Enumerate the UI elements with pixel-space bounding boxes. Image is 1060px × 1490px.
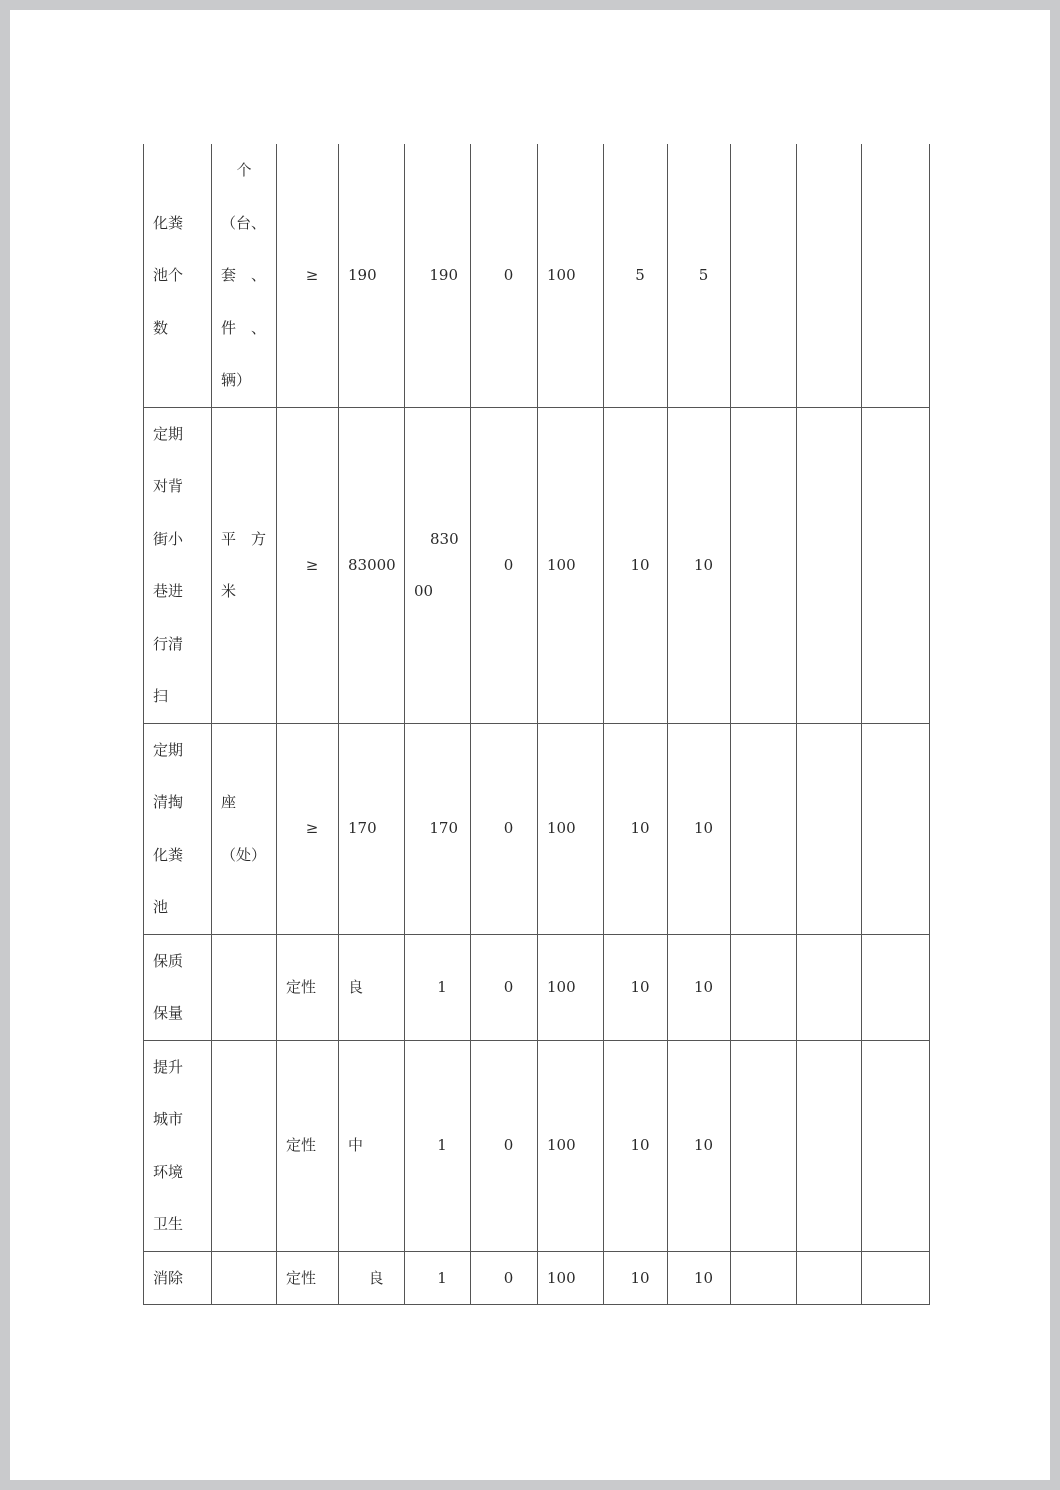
operator-cell: ≥ <box>277 144 339 407</box>
target-cell: 良 <box>339 1251 405 1305</box>
indicator-cell: 化粪 池个 数 <box>144 144 212 407</box>
empty-cell <box>731 1251 797 1305</box>
indicator-cell: 定期 对背 街小 巷进 行清 扫 <box>144 407 212 723</box>
rate-cell: 100 <box>538 1251 604 1305</box>
empty-cell <box>797 144 862 407</box>
target-cell: 83000 <box>339 407 405 723</box>
weight-cell: 10 <box>604 1040 668 1251</box>
document-page <box>10 10 1050 1480</box>
empty-cell <box>862 934 930 1040</box>
actual-cell: 170 <box>405 723 471 934</box>
empty-cell <box>862 407 930 723</box>
empty-cell <box>862 1040 930 1251</box>
unit-cell <box>212 1251 277 1305</box>
actual-cell: 1 <box>405 1040 471 1251</box>
unit-cell: 个 （台、 套 、 件 、 辆） <box>212 144 277 407</box>
rate-cell: 100 <box>538 1040 604 1251</box>
unit-cell <box>212 934 277 1040</box>
empty-cell <box>731 144 797 407</box>
deviation-cell: 0 <box>471 144 538 407</box>
empty-cell <box>797 934 862 1040</box>
score-cell: 5 <box>668 144 731 407</box>
actual-cell: 1 <box>405 934 471 1040</box>
deviation-cell: 0 <box>471 934 538 1040</box>
empty-cell <box>797 1040 862 1251</box>
weight-cell: 10 <box>604 1251 668 1305</box>
operator-cell: 定性 <box>277 1251 339 1305</box>
indicator-cell: 定期 清掏 化粪 池 <box>144 723 212 934</box>
operator-cell: 定性 <box>277 1040 339 1251</box>
operator-cell: ≥ <box>277 723 339 934</box>
weight-cell: 10 <box>604 934 668 1040</box>
table-row <box>144 934 930 1040</box>
empty-cell <box>862 1251 930 1305</box>
empty-cell <box>797 407 862 723</box>
rate-cell: 100 <box>538 144 604 407</box>
indicator-cell: 保质 保量 <box>144 934 212 1040</box>
empty-cell <box>862 144 930 407</box>
unit-cell: 座 （处） <box>212 723 277 934</box>
score-cell: 10 <box>668 1040 731 1251</box>
target-cell: 170 <box>339 723 405 934</box>
score-cell: 10 <box>668 934 731 1040</box>
deviation-cell: 0 <box>471 1251 538 1305</box>
table-row <box>144 1040 930 1251</box>
weight-cell: 5 <box>604 144 668 407</box>
table-row <box>144 723 930 934</box>
unit-cell <box>212 1040 277 1251</box>
unit-cell: 平 方 米 <box>212 407 277 723</box>
table-row <box>144 407 930 723</box>
weight-cell: 10 <box>604 723 668 934</box>
empty-cell <box>731 1040 797 1251</box>
indicator-cell: 消除 <box>144 1251 212 1305</box>
actual-cell: 1 <box>405 1251 471 1305</box>
actual-cell: 190 <box>405 144 471 407</box>
operator-cell: 定性 <box>277 934 339 1040</box>
operator-cell: ≥ <box>277 407 339 723</box>
actual-cell: 830 00 <box>405 407 471 723</box>
rate-cell: 100 <box>538 934 604 1040</box>
target-cell: 良 <box>339 934 405 1040</box>
score-cell: 10 <box>668 407 731 723</box>
empty-cell <box>731 934 797 1040</box>
deviation-cell: 0 <box>471 407 538 723</box>
table-row <box>144 1251 930 1305</box>
empty-cell <box>731 723 797 934</box>
deviation-cell: 0 <box>471 723 538 934</box>
score-cell: 10 <box>668 1251 731 1305</box>
empty-cell <box>731 407 797 723</box>
weight-cell: 10 <box>604 407 668 723</box>
target-cell: 190 <box>339 144 405 407</box>
score-cell: 10 <box>668 723 731 934</box>
performance-table <box>143 144 930 1305</box>
empty-cell <box>797 723 862 934</box>
table-row <box>144 144 930 407</box>
deviation-cell: 0 <box>471 1040 538 1251</box>
indicator-cell: 提升 城市 环境 卫生 <box>144 1040 212 1251</box>
empty-cell <box>797 1251 862 1305</box>
rate-cell: 100 <box>538 723 604 934</box>
empty-cell <box>862 723 930 934</box>
rate-cell: 100 <box>538 407 604 723</box>
target-cell: 中 <box>339 1040 405 1251</box>
